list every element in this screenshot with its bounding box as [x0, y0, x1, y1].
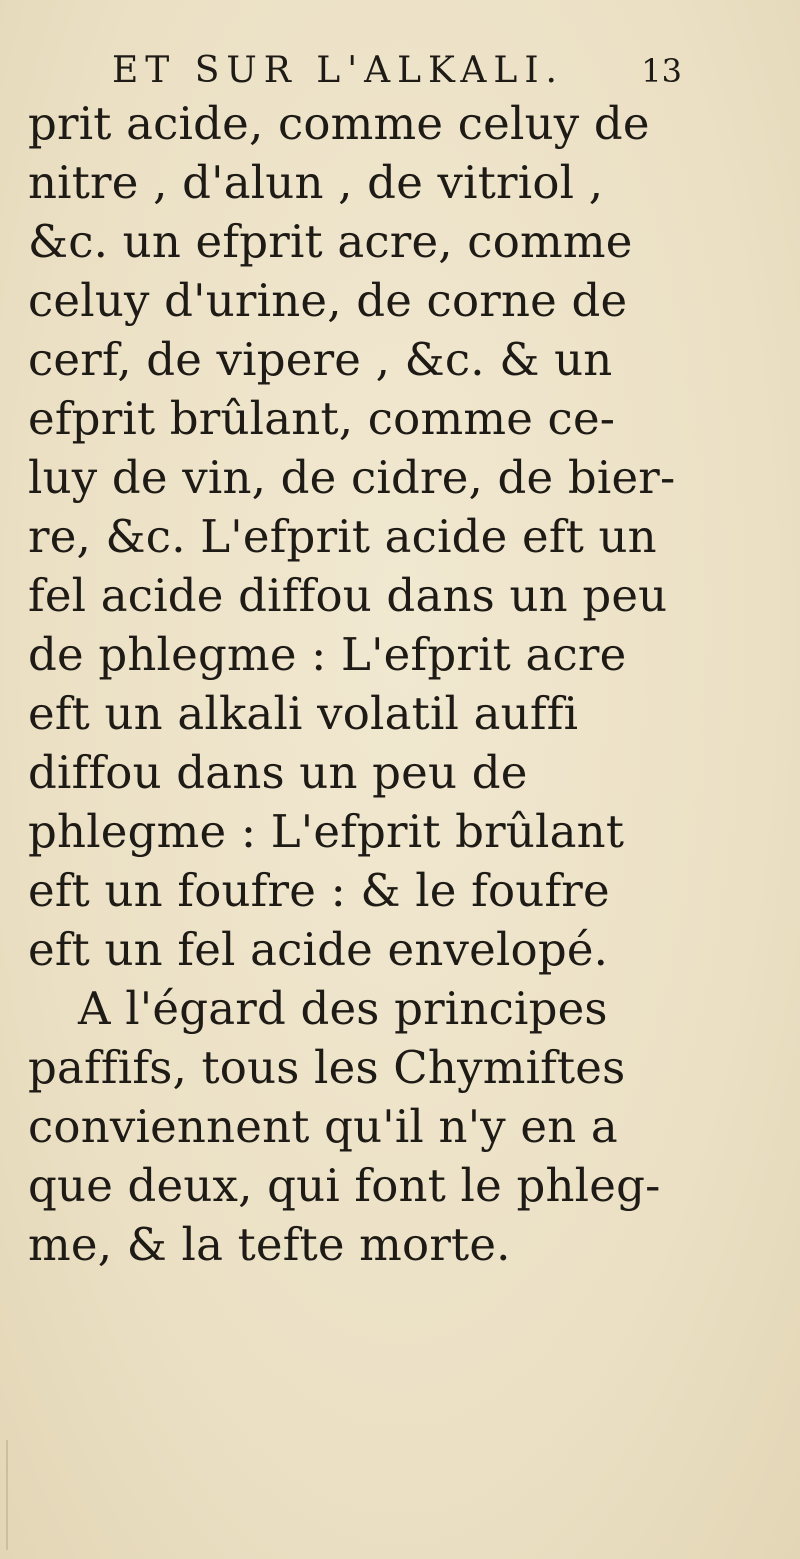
text-line: celuy d'urine, de corne de — [28, 274, 628, 327]
text-line: eft un foufre : & le foufre — [28, 864, 610, 917]
text-line: de phlegme : L'efprit acre — [28, 628, 627, 681]
text-line: eft un alkali volatil auffi — [28, 687, 579, 740]
text-line: luy de vin, de cidre, de bier- — [28, 451, 676, 504]
text-line: eft un fel acide envelopé. — [28, 923, 609, 976]
text-line: diffou dans un peu de — [28, 746, 528, 799]
running-title: ET SUR L'ALKALI. — [112, 50, 564, 91]
text-line: phlegme : L'efprit brûlant — [28, 805, 625, 858]
text-line: me, & la tefte morte. — [28, 1218, 511, 1271]
page-edge-line — [6, 1440, 8, 1550]
page-number: 13 — [641, 52, 682, 90]
text-line: fel acide diffou dans un peu — [28, 569, 668, 622]
running-head — [112, 46, 682, 96]
text-line: &c. un efprit acre, comme — [28, 215, 633, 268]
text-line: paffifs, tous les Chymiftes — [28, 1041, 626, 1094]
text-line: prit acide, comme celuy de — [28, 97, 650, 150]
text-line: que deux, qui font le phleg- — [28, 1159, 661, 1212]
text-line: efprit brûlant, comme ce- — [28, 392, 616, 445]
text-line: cerf, de vipere , &c. & un — [28, 333, 613, 386]
paragraph-start-line: A l'égard des principes — [78, 982, 608, 1035]
body-text — [28, 94, 676, 1274]
text-line: re, &c. L'efprit acide eft un — [28, 510, 657, 563]
text-line: nitre , d'alun , de vitriol , — [28, 156, 604, 209]
text-line: conviennent qu'il n'y en a — [28, 1100, 618, 1153]
